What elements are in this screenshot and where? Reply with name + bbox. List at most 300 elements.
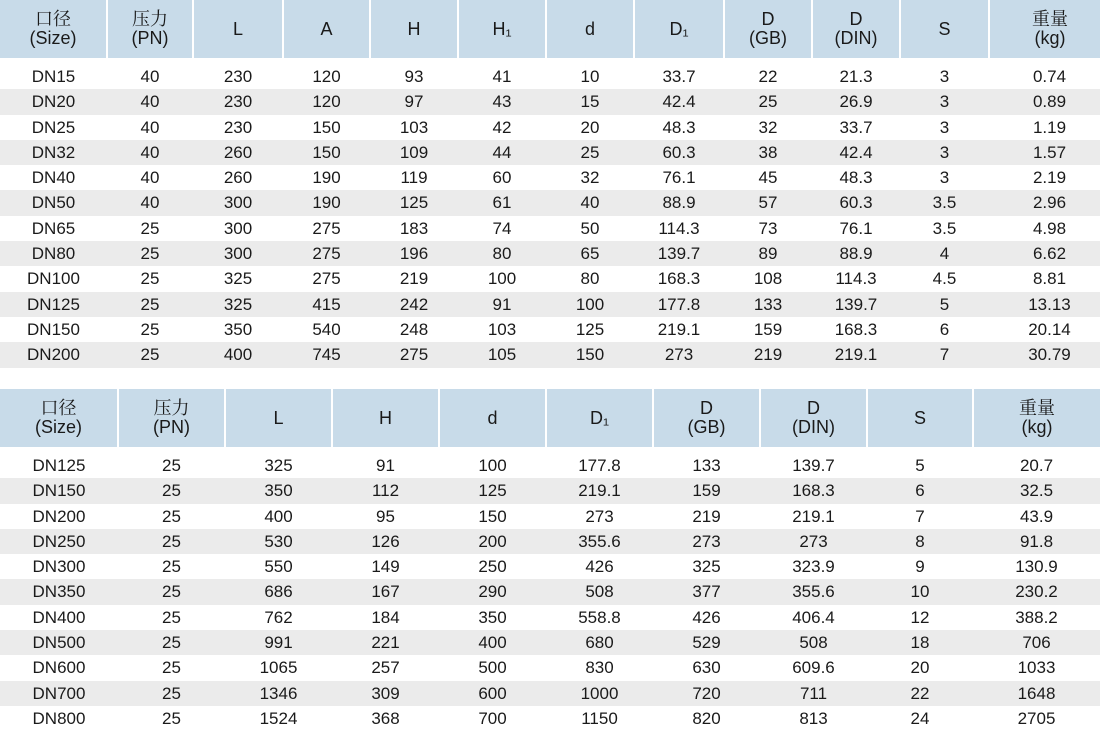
table-cell: 388.2 (1015, 607, 1058, 627)
table-cell: 325 (223, 269, 253, 289)
column-header-label: 重量 (1032, 9, 1068, 29)
spec-table-1-body (0, 58, 1100, 368)
table-cell: 275 (312, 218, 341, 238)
table-cell: 20 (910, 658, 930, 678)
column-header-label: S (938, 18, 951, 39)
table-cell: DN80 (0, 241, 107, 266)
table-cell: 508 (546, 579, 653, 604)
table-cell: 139.7 (812, 292, 900, 317)
table-cell: 406.4 (792, 607, 835, 627)
table-cell: 32 (758, 117, 778, 137)
column-header-label: S (913, 407, 926, 428)
table-cell: DN150 (0, 478, 118, 503)
column-header (332, 389, 439, 447)
table-cell: DN200 (0, 342, 107, 367)
table-cell: DN350 (0, 579, 118, 604)
table-row (0, 447, 1100, 478)
table-cell: 4.5 (932, 269, 957, 289)
table-row (0, 605, 1100, 630)
table-row (0, 681, 1100, 706)
table-cell: 377 (653, 579, 760, 604)
table-cell: 95 (376, 506, 395, 526)
table-row (0, 478, 1100, 503)
table-cell: 529 (653, 630, 760, 655)
table-cell: 355.6 (546, 529, 653, 554)
table-cell: 60 (492, 168, 512, 188)
table-cell: 2705 (1017, 708, 1056, 728)
table-cell: 355.6 (760, 579, 867, 604)
spec-table-2 (0, 389, 1100, 731)
column-header (900, 0, 989, 58)
table-cell: 89 (724, 241, 812, 266)
table-cell: DN20 (0, 89, 107, 114)
table-cell: 219.1 (546, 478, 653, 503)
table-cell: 150 (546, 342, 634, 367)
column-header (107, 0, 193, 58)
table-cell: 6 (867, 478, 973, 503)
table-cell: 219.1 (792, 506, 835, 526)
table1-header-row (0, 0, 1100, 58)
table-cell: 20.7 (1019, 456, 1054, 475)
table-cell: 120 (283, 89, 370, 114)
table-cell: 168.3 (834, 319, 878, 339)
table-cell: 25 (162, 607, 181, 627)
table-cell: 1000 (546, 681, 653, 706)
table-cell: 88.9 (812, 241, 900, 266)
table-cell: 813 (799, 708, 828, 728)
column-header-label: H (379, 407, 392, 428)
column-header-unit: (DIN) (834, 28, 878, 48)
table-cell: DN150 (27, 319, 80, 339)
table-cell: 8 (867, 529, 973, 554)
column-header-unit: (GB) (687, 417, 726, 437)
table-cell: 260 (223, 168, 253, 188)
table-cell: 257 (371, 658, 400, 678)
table-cell: 33.7 (839, 117, 873, 137)
table-cell: 248 (399, 319, 429, 339)
table-cell: 1.19 (1032, 117, 1067, 137)
table-cell: 25 (546, 140, 634, 165)
table-row (0, 58, 1100, 89)
table-cell: DN65 (31, 218, 76, 238)
table-cell: 350 (223, 319, 253, 339)
table-cell: 221 (332, 630, 439, 655)
table-cell: 40 (140, 168, 160, 188)
table-cell: DN800 (32, 708, 86, 728)
column-header (760, 389, 867, 447)
column-header-label: 压力 (132, 9, 168, 29)
table-cell: 219.1 (657, 319, 701, 339)
table-cell: 2.19 (1032, 168, 1067, 188)
table-cell: 4 (900, 241, 989, 266)
table-cell: 711 (760, 681, 867, 706)
table-cell: 91.8 (973, 529, 1100, 554)
table-cell: 60.3 (812, 190, 900, 215)
table-row (0, 342, 1100, 367)
table-cell: 13.13 (989, 292, 1100, 317)
table-cell: 100 (487, 269, 517, 289)
table-cell: DN700 (0, 681, 118, 706)
table-cell: 1346 (225, 681, 332, 706)
table-cell: 25 (162, 708, 181, 728)
table-cell: 230 (223, 67, 253, 86)
table-cell: 159 (753, 319, 783, 339)
table-row (0, 216, 1100, 241)
table-cell: 300 (193, 190, 283, 215)
table-cell: 76.1 (662, 168, 696, 188)
table-row (0, 140, 1100, 165)
column-header (193, 0, 283, 58)
table-cell: 119 (400, 168, 428, 188)
column-header-unit: (Size) (29, 28, 77, 48)
table-cell: 43 (458, 89, 546, 114)
table-cell: 61 (458, 190, 546, 215)
table-cell: 22 (758, 67, 778, 86)
table-cell: 230 (223, 117, 253, 137)
table-cell: DN100 (27, 269, 80, 289)
table-cell: 150 (283, 140, 370, 165)
table-cell: 400 (193, 342, 283, 367)
table-cell: 368 (371, 708, 400, 728)
column-header-label: d (584, 18, 595, 39)
table-cell: 100 (546, 292, 634, 317)
table-cell: 686 (225, 579, 332, 604)
column-header (634, 0, 724, 58)
table-cell: 200 (439, 529, 546, 554)
table-cell: 167 (332, 579, 439, 604)
table2-header-row (0, 389, 1100, 447)
table-cell: 219 (399, 269, 429, 289)
table-cell: 609.6 (792, 658, 835, 678)
table-cell: 630 (692, 658, 721, 678)
table-cell: 125 (439, 478, 546, 503)
table-cell: 177.8 (634, 292, 724, 317)
table-row (0, 292, 1100, 317)
table-cell: 1150 (581, 708, 618, 728)
table-cell: 80 (458, 241, 546, 266)
table-row (0, 579, 1100, 604)
table-cell: 242 (370, 292, 458, 317)
table-cell: 6 (939, 319, 950, 339)
table-cell: 830 (585, 658, 614, 678)
table-cell: 109 (370, 140, 458, 165)
table-cell: 25 (140, 319, 160, 339)
table-cell: 273 (653, 529, 760, 554)
table-cell: 25 (107, 342, 193, 367)
table-cell: DN200 (32, 506, 86, 526)
table-cell: 26.9 (812, 89, 900, 114)
table-cell: 80 (580, 269, 600, 289)
column-header-label: D (761, 9, 775, 29)
column-header (653, 389, 760, 447)
table-cell: 219 (724, 342, 812, 367)
table-cell: 25 (118, 478, 225, 503)
table-cell: 48.3 (839, 168, 873, 188)
table-cell: 88.9 (634, 190, 724, 215)
table-cell: 48.3 (662, 117, 696, 137)
table-row (0, 554, 1100, 579)
table-cell: 100 (478, 456, 507, 475)
table-cell: 25 (162, 506, 181, 526)
table-cell: 275 (312, 269, 341, 289)
table-cell: 3 (939, 67, 950, 86)
table-cell: 184 (371, 607, 400, 627)
table-cell: 190 (283, 190, 370, 215)
table-cell: 219.1 (812, 342, 900, 367)
table-cell: 22 (867, 681, 973, 706)
table-cell: 133 (692, 456, 721, 475)
table-cell: 25 (162, 557, 181, 577)
table-cell: 32 (580, 168, 600, 188)
table-cell: 2.96 (989, 190, 1100, 215)
table-row (0, 504, 1100, 529)
table-cell: 700 (478, 708, 507, 728)
column-header-label: D₁ (589, 407, 610, 428)
column-header-label: L (273, 407, 284, 428)
table-cell: 40 (140, 117, 160, 137)
table-cell: 38 (724, 140, 812, 165)
table-cell: 325 (692, 557, 721, 577)
table-row (0, 655, 1100, 680)
table-cell: 57 (724, 190, 812, 215)
table-cell: 5 (900, 292, 989, 317)
table-cell: 7 (915, 506, 925, 526)
column-header (724, 0, 812, 58)
table-row (0, 630, 1100, 655)
table-cell: 40 (107, 190, 193, 215)
table-cell: 250 (478, 557, 507, 577)
spec-table-1-header (0, 0, 1100, 58)
table-cell: 400 (264, 506, 293, 526)
table-cell: 18 (867, 630, 973, 655)
column-header (439, 389, 546, 447)
table-cell: 25 (162, 456, 181, 475)
table-cell: 126 (332, 529, 439, 554)
table-cell: 219 (692, 506, 721, 526)
column-header-unit: (GB) (749, 28, 787, 48)
column-header-label: d (487, 407, 498, 428)
table-cell: DN250 (0, 529, 118, 554)
table-cell: 415 (283, 292, 370, 317)
column-header (812, 0, 900, 58)
table-cell: 1648 (973, 681, 1100, 706)
table-cell: 40 (107, 140, 193, 165)
table-cell: 105 (458, 342, 546, 367)
column-header-label: D (807, 398, 820, 418)
table-cell: 426 (585, 557, 614, 577)
table-row (0, 706, 1100, 731)
table-cell: 25 (118, 529, 225, 554)
table-cell: 32.5 (973, 478, 1100, 503)
table-cell: 25 (140, 218, 160, 238)
column-header-label: 重量 (1019, 398, 1055, 418)
table-cell: 150 (478, 506, 507, 526)
table-cell: 720 (653, 681, 760, 706)
table-cell: DN400 (32, 607, 86, 627)
table-cell: DN25 (31, 117, 76, 137)
table-cell: 600 (439, 681, 546, 706)
column-header (283, 0, 370, 58)
table-cell: 1065 (259, 658, 298, 678)
table-cell: DN32 (0, 140, 107, 165)
table-cell: 3.5 (932, 218, 957, 238)
table-cell: 3 (939, 168, 950, 188)
column-header (546, 389, 653, 447)
column-header-unit: (PN) (131, 28, 169, 48)
table-cell: 40 (107, 89, 193, 114)
table-cell: 97 (370, 89, 458, 114)
table-cell: 91 (376, 456, 395, 475)
table-cell: 550 (264, 557, 293, 577)
column-header-label: H₁ (492, 18, 512, 39)
table-cell: 40 (140, 67, 160, 86)
table-cell: 5 (915, 456, 925, 475)
table-cell: 530 (225, 529, 332, 554)
column-header (989, 0, 1100, 58)
table-cell: 230 (193, 89, 283, 114)
table-cell: 25 (162, 658, 181, 678)
table-cell: 820 (692, 708, 721, 728)
table-cell: 12 (910, 607, 930, 627)
table-cell: 114.3 (835, 269, 877, 289)
column-header-label: 口径 (40, 398, 77, 418)
table-cell: 42 (492, 117, 512, 137)
table-cell: 125 (370, 190, 458, 215)
table-cell: DN50 (0, 190, 107, 215)
table-cell: 10 (867, 579, 973, 604)
table-cell: 190 (312, 168, 341, 188)
table-cell: 73 (758, 218, 778, 238)
table-cell: 500 (478, 658, 507, 678)
table-cell: 120 (312, 67, 341, 86)
column-header (0, 389, 118, 447)
column-header (0, 0, 107, 58)
table-cell: 762 (264, 607, 293, 627)
table-cell: 150 (312, 117, 341, 137)
table-cell: 680 (546, 630, 653, 655)
table-cell: 8.81 (1032, 269, 1067, 289)
table-cell: 540 (312, 319, 341, 339)
column-header-label: D₁ (669, 18, 689, 39)
table-cell: 25 (107, 241, 193, 266)
table-cell: 139.7 (634, 241, 724, 266)
table-cell: 159 (653, 478, 760, 503)
table-cell: 273 (760, 529, 867, 554)
column-header-unit: (kg) (1034, 28, 1066, 48)
table-cell: 25 (118, 681, 225, 706)
table-cell: 168.3 (760, 478, 867, 503)
table-cell: DN500 (0, 630, 118, 655)
column-header-unit: (PN) (153, 417, 190, 437)
table-cell: 24 (910, 708, 930, 728)
table-cell: DN600 (32, 658, 86, 678)
spec-table-2-header (0, 389, 1100, 447)
table-cell: 30.79 (989, 342, 1100, 367)
table-cell: DN40 (31, 168, 76, 188)
table-cell: 4.98 (1032, 218, 1067, 238)
table-cell: 3 (900, 140, 989, 165)
table-cell: 325 (193, 292, 283, 317)
table-cell: 350 (225, 478, 332, 503)
column-header-label: 口径 (35, 9, 71, 29)
table-cell: 149 (371, 557, 400, 577)
table-cell: 9 (915, 557, 925, 577)
table-row (0, 266, 1100, 291)
table-row (0, 165, 1100, 190)
table-cell: 426 (692, 607, 721, 627)
column-header (225, 389, 332, 447)
table-cell: 20 (580, 117, 600, 137)
table-cell: 558.8 (578, 607, 621, 627)
table-cell: 323.9 (792, 557, 835, 577)
table-cell: 230.2 (973, 579, 1100, 604)
column-header-label: D (849, 9, 863, 29)
table-cell: 41 (492, 67, 512, 86)
table-cell: 3.5 (900, 190, 989, 215)
table-row (0, 115, 1100, 140)
table-cell: 139.7 (792, 456, 835, 475)
table-cell: 76.1 (839, 218, 873, 238)
column-header-unit: (DIN) (792, 417, 835, 437)
table-cell: 125 (575, 319, 605, 339)
table-cell: 177.8 (578, 456, 621, 475)
column-header-label: H (407, 18, 421, 39)
table-cell: 103 (399, 117, 429, 137)
column-header (118, 389, 225, 447)
table-cell: 508 (760, 630, 867, 655)
table-cell: 183 (399, 218, 429, 238)
table-row (0, 89, 1100, 114)
table-cell: 3 (900, 89, 989, 114)
column-header (458, 0, 546, 58)
table-cell: 6.62 (989, 241, 1100, 266)
column-header (973, 389, 1100, 447)
table-cell: 25 (140, 269, 160, 289)
column-header-label: D (700, 398, 713, 418)
table-row (0, 529, 1100, 554)
table-cell: 260 (193, 140, 283, 165)
table-cell: 273 (634, 342, 724, 367)
table-cell: DN15 (31, 67, 76, 86)
table-cell: 133 (724, 292, 812, 317)
column-header (546, 0, 634, 58)
column-header-label: L (232, 18, 243, 39)
table-cell: 21.3 (839, 67, 873, 86)
table-cell: 400 (439, 630, 546, 655)
table-cell: 108 (753, 269, 783, 289)
table-cell: 25 (118, 630, 225, 655)
table-cell: 112 (332, 478, 439, 503)
column-header-unit: (Size) (34, 417, 82, 437)
spec-table-2-body (0, 447, 1100, 731)
table-cell: 10 (580, 67, 600, 86)
table-cell: 7 (900, 342, 989, 367)
table-cell: 45 (758, 168, 778, 188)
table-cell: 43.9 (1019, 506, 1054, 526)
table-cell: 44 (458, 140, 546, 165)
table-cell: 1524 (259, 708, 298, 728)
table-cell: 1.57 (989, 140, 1100, 165)
table-row (0, 190, 1100, 215)
table-cell: 745 (283, 342, 370, 367)
table-cell: 0.89 (989, 89, 1100, 114)
table-cell: 273 (585, 506, 614, 526)
table-cell: 25 (107, 292, 193, 317)
table-cell: DN300 (32, 557, 86, 577)
table-cell: 33.7 (662, 67, 696, 86)
table-cell: 42.4 (634, 89, 724, 114)
table-cell: 103 (487, 319, 517, 339)
